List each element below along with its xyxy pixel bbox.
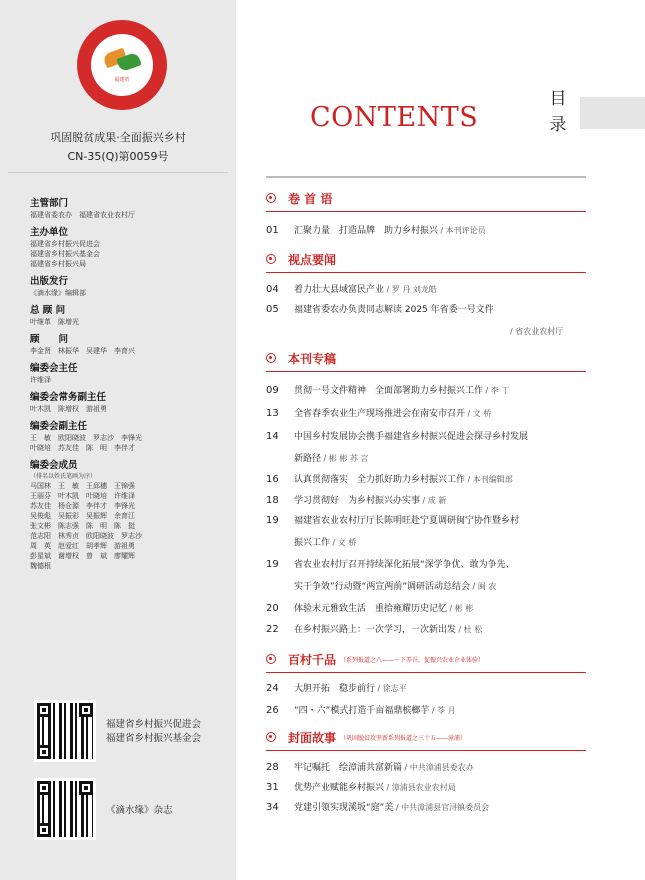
article-title: 认真贯彻落实 全力抓好助力乡村振兴工作 [294, 475, 466, 485]
page-number: 20 [266, 603, 279, 614]
staff-group [30, 198, 230, 220]
page-number: 01 [266, 225, 279, 236]
article-author: 闽 农 [477, 582, 497, 591]
section-title: 卷 首 语 [288, 191, 333, 206]
staff-member-line: 福建省乡村振兴局 [30, 260, 86, 268]
page-number: 31 [266, 782, 279, 793]
staff-group [30, 276, 230, 298]
sidebar-divider [8, 172, 228, 173]
section-rule [266, 750, 586, 751]
qr-code-association [34, 700, 96, 762]
mulu-heading: 目 录 [549, 89, 567, 135]
page-number: 19 [266, 515, 279, 526]
staff-member-line: 李金贤 林振华 吴建华 李育兴 [30, 347, 135, 355]
slogan: 巩固脱贫成果·全面振兴乡村 [50, 131, 186, 144]
toc-entry[interactable] [266, 491, 586, 511]
author-separator: / [384, 783, 392, 792]
target-circle-icon [266, 654, 276, 664]
staff-member-line: 彭星斌 谢增权 曾 斌 廖耀辉 [30, 552, 135, 560]
toc-entry[interactable] [266, 758, 586, 778]
toc-entry[interactable] [266, 778, 586, 798]
article-title-line2: 新路径 [294, 454, 322, 464]
qr-label-association: 福建省乡村振兴促进会 福建省乡村振兴基金会 [106, 719, 202, 744]
staff-group [30, 305, 230, 327]
issn: CN-35(Q)第0059号 [67, 150, 169, 163]
section-rule [266, 272, 586, 273]
staff-member-line: 魏德根 [30, 562, 51, 570]
author-separator: / [384, 285, 392, 294]
staff-group [30, 334, 230, 356]
article-title: 省农业农村厅召开持续深化拓展“深学争优、敢为争先、 [294, 560, 515, 570]
article-title-line2: 振兴工作 [294, 538, 331, 548]
section-note: （巩固脱贫攻坚新系列报道之三十五——漳浦） [340, 734, 467, 742]
staff-member-line: 王丽芬 叶木凯 叶晓培 许维泽 [30, 492, 135, 500]
article-author: 徐志平 [382, 684, 407, 693]
article-title: 福建省委农办负责同志解读 2025 年省委一号文件 [294, 305, 494, 315]
staff-member-line: 《滴水缘》编辑部 [30, 289, 86, 297]
toc-entry[interactable] [266, 701, 586, 721]
page-number: 26 [266, 705, 279, 716]
author-separator: / [465, 409, 473, 418]
toc-entry[interactable] [266, 427, 586, 447]
article-author: 中共漳浦县委农办 [409, 763, 474, 772]
section-title: 百村千品 [288, 652, 337, 667]
page-number: 34 [266, 802, 279, 813]
section-rule [266, 672, 586, 673]
page-number: 04 [266, 284, 279, 295]
article-title-continuation[interactable] [294, 533, 356, 553]
article-author: 本刊编辑部 [472, 475, 513, 484]
author-separator: / [447, 604, 455, 613]
target-circle-icon [266, 732, 276, 742]
staff-member-line: 吴俊彪 吴振彩 吴振辉 余育江 [30, 512, 135, 520]
author-separator: / [393, 803, 402, 812]
toc-entry[interactable] [266, 280, 586, 300]
logo-text: 福建省 [114, 77, 130, 83]
staff-title: 主办单位 [30, 227, 69, 238]
author-separator: / [438, 226, 446, 235]
article-title: 党建引领实现溪坂“庭”美 [294, 803, 394, 813]
qr-code-magazine [34, 778, 96, 840]
toc-section [266, 189, 586, 212]
staff-member-line: 福建省乡村振兴基金会 [30, 250, 100, 258]
toc-entry[interactable] [266, 555, 586, 575]
toc-entry[interactable] [266, 798, 586, 818]
author-separator: / [470, 582, 478, 591]
association-logo [77, 20, 167, 110]
staff-title: 总 顾 问 [30, 305, 66, 316]
staff-list [30, 198, 230, 578]
staff-member-line: 马国林 王 敏 王邱穗 王锦强 [30, 482, 135, 490]
article-title-line2: 实干争效”行动暨“两宣两前”调研活动总结会 [294, 582, 470, 592]
article-author: 杜 松 [463, 625, 483, 634]
staff-member-line: 张文彬 陈志强 陈 明 陈 挺 [30, 522, 135, 530]
author-separator: / [330, 538, 338, 547]
article-title: 汇聚力量 打造品牌 助力乡村振兴 [294, 226, 439, 236]
staff-title: 编委会副主任 [30, 421, 88, 432]
page-number: 28 [266, 762, 279, 773]
staff-title: 编委会常务副主任 [30, 392, 107, 403]
staff-title: 顾 问 [30, 334, 69, 345]
page-number: 16 [266, 474, 279, 485]
toc-entry[interactable] [266, 599, 586, 619]
page-number: 13 [266, 408, 279, 419]
article-title: 大胆开拓 稳步前行 [294, 684, 376, 694]
contents-heading: CONTENTS [310, 102, 479, 133]
staff-member-line: 福建省委农办 福建省农业农村厅 [30, 211, 135, 219]
toc-entry[interactable] [266, 404, 586, 424]
author-separator: / [420, 496, 428, 505]
staff-group [30, 421, 230, 453]
article-author: 文 桥 [472, 409, 492, 418]
article-title: 着力壮大县域富民产业 [294, 285, 385, 295]
article-author: 苓 月 [437, 706, 456, 715]
article-author-right: / 省农业农村厅 [510, 327, 564, 336]
section-rule [266, 371, 586, 372]
toc-section [266, 728, 586, 751]
staff-member-line: 叶木凯 陈增权 游祖勇 [30, 405, 107, 413]
article-author: 文 桥 [337, 538, 357, 547]
staff-group [30, 227, 230, 269]
toc-entry[interactable] [266, 300, 586, 320]
staff-title: 主管部门 [30, 198, 69, 209]
article-title-continuation[interactable] [294, 449, 368, 469]
staff-member-line: 周 英 赵爱红 胡孝辉 游祖勇 [30, 542, 135, 550]
target-circle-icon [266, 353, 276, 363]
author-separator: / [375, 684, 383, 693]
article-author: 本刊评论员 [445, 226, 486, 235]
toc-entry[interactable] [266, 620, 586, 640]
staff-member-line: 福建省乡村振兴促进会 [30, 240, 100, 248]
article-title: 福建省农业农村厅厅长陈明旺赴宁夏调研闽宁协作暨乡村 [294, 516, 520, 526]
article-author: 成 新 [427, 496, 447, 505]
author-separator: / [402, 763, 410, 772]
staff-group [30, 392, 230, 414]
article-title: 贯彻一号文件精神 全面部署助力乡村振兴工作 [294, 386, 484, 396]
page-number: 19 [266, 559, 279, 570]
article-title: 中国乡村发展协会携手福建省乡村振兴促进会探寻乡村发展 [294, 432, 529, 442]
staff-member-line: 苏友佳 杨仓源 李伴才 李锋光 [30, 502, 135, 510]
staff-title: 出版发行 [30, 276, 69, 287]
toc-section [266, 349, 586, 372]
author-separator: / [429, 706, 438, 715]
toc-section [266, 650, 586, 673]
article-author: 中共漳浦县官浔镇委员会 [401, 803, 490, 812]
author-separator: / [321, 454, 329, 463]
staff-member-line: 叶继革 陈增光 [30, 318, 79, 326]
page-number: 18 [266, 495, 279, 506]
staff-group [30, 363, 230, 385]
toc-entry[interactable] [266, 679, 586, 699]
article-title-continuation[interactable] [294, 577, 496, 597]
article-title: 牢记嘱托 绘漳浦共富新篇 [294, 763, 403, 773]
staff-member-line: 许维泽 [30, 376, 51, 384]
staff-group [30, 460, 230, 571]
toc-entry[interactable] [266, 470, 586, 490]
toc-section [266, 250, 586, 273]
article-author: 罗 丹 刘龙皓 [391, 285, 437, 294]
article-author: 彬 彬 苏 言 [328, 454, 369, 463]
staff-member-line: 王 敏 欧阳晓波 罗志沙 李锋光 [30, 434, 142, 442]
article-title: 优势产业赋能乡村振兴 [294, 783, 385, 793]
article-author: 彬 彬 [454, 604, 474, 613]
qr-label-magazine: 《滴水缘》杂志 [106, 805, 173, 816]
article-title: 全省春季农业生产现场推进会在南安市召开 [294, 409, 466, 419]
section-rule [266, 211, 586, 212]
page-number: 09 [266, 385, 279, 396]
toc-entry[interactable] [266, 511, 586, 531]
article-title: “四・六”模式打造千亩福鼎槟榔芋 [294, 706, 430, 716]
page-number: 22 [266, 624, 279, 635]
header-grey-bar [580, 97, 645, 129]
staff-member-line: 范志阳 林秀贞 欧阳晓波 罗志沙 [30, 532, 142, 540]
article-author: 省农业农村厅 [515, 327, 564, 336]
article-author: 李 丁 [490, 386, 510, 395]
target-circle-icon [266, 193, 276, 203]
article-author: 漳浦县农业农村局 [391, 783, 456, 792]
masthead-sidebar [0, 0, 236, 880]
target-circle-icon [266, 254, 276, 264]
section-note: （系列报道之八——一下养升，促振兴农业企业体验） [340, 656, 485, 664]
toc-entry[interactable] [266, 221, 586, 241]
staff-member-line: 叶晓培 苏友佳 陈 明 李伴才 [30, 444, 135, 452]
article-title: 学习贯彻好 为乡村振兴办实事 [294, 496, 421, 506]
author-separator: / [456, 625, 464, 634]
staff-subtitle: （排名以姓氏笔画为序） [30, 473, 97, 480]
staff-title: 编委会成员 [30, 460, 78, 471]
page-number: 14 [266, 431, 279, 442]
section-title: 视点要闻 [288, 252, 337, 267]
page-number: 24 [266, 683, 279, 694]
article-title: 体验未元雅致生活 重拾雍耀历史记忆 [294, 604, 448, 614]
toc-entry[interactable] [266, 381, 586, 401]
section-title: 封面故事 [288, 730, 337, 745]
page-number: 05 [266, 304, 279, 315]
article-title: 在乡村振兴路上：一次学习，一次新出发 [294, 625, 457, 635]
author-separator: / [483, 386, 491, 395]
contents-top-rule [266, 176, 586, 178]
author-separator: / [465, 475, 473, 484]
handshake-icon [102, 47, 142, 73]
section-title: 本刊专稿 [288, 351, 337, 366]
staff-title: 编委会主任 [30, 363, 78, 374]
